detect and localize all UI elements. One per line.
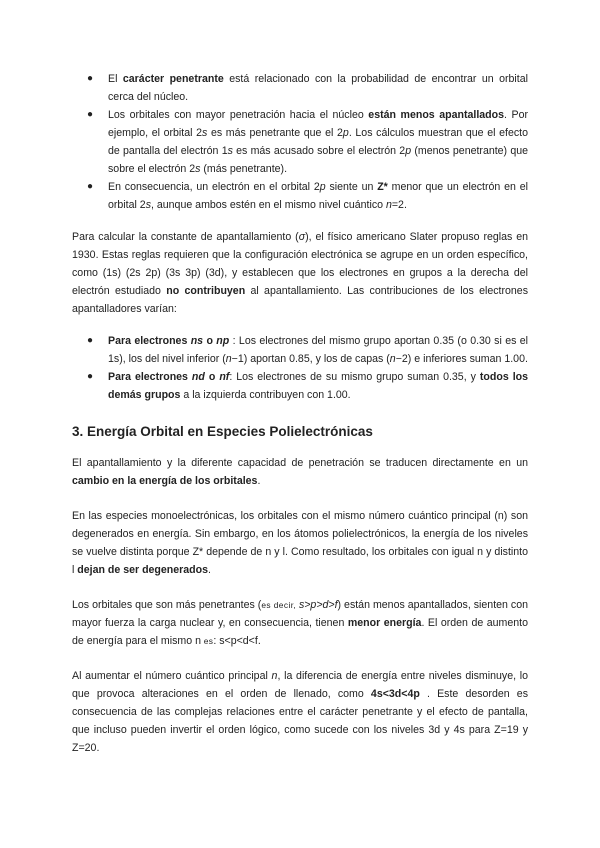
bullet-icon: ● bbox=[87, 371, 94, 382]
paragraph: Al aumentar el número cuántico principal n, la diferencia de energía entre niveles disminuye, lo que provoca alteraciones en el orden de llenado, como 4s<3d<4p . Este desorden es consecuencia de las complejas relaciones entre el carácter penetrante y el efecto de pantalla, que incluso pueden invertir el orden lógico, como sucede con los niveles 3d y 4s para Z=19 y Z=20. bbox=[72, 670, 528, 754]
bullet-icon: ● bbox=[87, 181, 94, 192]
list-item: ● Para electrones nd o nf: Los electrones de su mismo grupo suman 0.35, y todos los demás grupos a la izquierda contribuyen con 1.00. bbox=[72, 368, 528, 404]
list-item: ● Para electrones ns o np : Los electrones del mismo grupo aportan 0.35 (o 0.30 si es el 1s), los del nivel inferior (n−1) aportan 0.85, y los de capas (n−2) e inferiores suman 1.00. bbox=[72, 332, 528, 368]
paragraph: El apantallamiento y la diferente capacidad de penetración se traducen directamente en un cambio en la energía de los orbitales. bbox=[72, 457, 528, 487]
paragraph: Los orbitales que son más penetrantes (es decir, s>p>d>f) están menos apantallados, sienten con mayor fuerza la carga nuclear y, en consecuencia, tienen menor energía. El orden de aumento de energía para el mismo n es: s<p<d<f. bbox=[72, 599, 528, 647]
paragraph: En las especies monoelectrónicas, los orbitales con el mismo número cuántico principal (n) son degenerados en energía. Sin embargo, en los átomos polielectrónicos, la energía de los niveles se vuelve distinta porque Z* depende de n y l. Como resultado, los orbitales con igual n y distinto l dejan de ser degenerados. bbox=[72, 510, 528, 576]
bullet-icon: ● bbox=[87, 109, 94, 120]
bullet-icon: ● bbox=[87, 73, 94, 84]
list-item: ● Los orbitales con mayor penetración hacia el núcleo están menos apantallados. Por ejemplo, el orbital 2s es más penetrante que el 2p. Los cálculos muestran que el efecto de pantalla del electrón 1s es más acusado sobre el electrón 2p (menos penetrante) que sobre el electrón 2s (más penetrante). bbox=[72, 106, 528, 178]
list-item: ● En consecuencia, un electrón en el orbital 2p siente un Z* menor que un electrón en el orbital 2s, aunque ambos estén en el mismo nivel cuántico n=2. bbox=[72, 178, 528, 214]
bullet-icon: ● bbox=[87, 335, 94, 346]
slater-rules-list bbox=[72, 332, 528, 404]
section-heading: 3. Energía Orbital en Especies Polielectrónicas bbox=[72, 424, 373, 439]
penetration-bullet-list bbox=[72, 70, 528, 214]
list-item: ● El carácter penetrante está relacionado con la probabilidad de encontrar un orbital cerca del núcleo. bbox=[72, 70, 528, 106]
slater-paragraph: Para calcular la constante de apantallamiento (σ), el físico americano Slater propuso reglas en 1930. Estas reglas requieren que la configuración electrónica se agrupe en un orden específico, como (1s) (2s 2p) (3s 3p) (3d), y establecen que los electrones en grupos a la derecha del electrón estudiado no contribuyen al apantallamiento. Las contribuciones de los electrones apantalladores varían: bbox=[72, 231, 528, 315]
